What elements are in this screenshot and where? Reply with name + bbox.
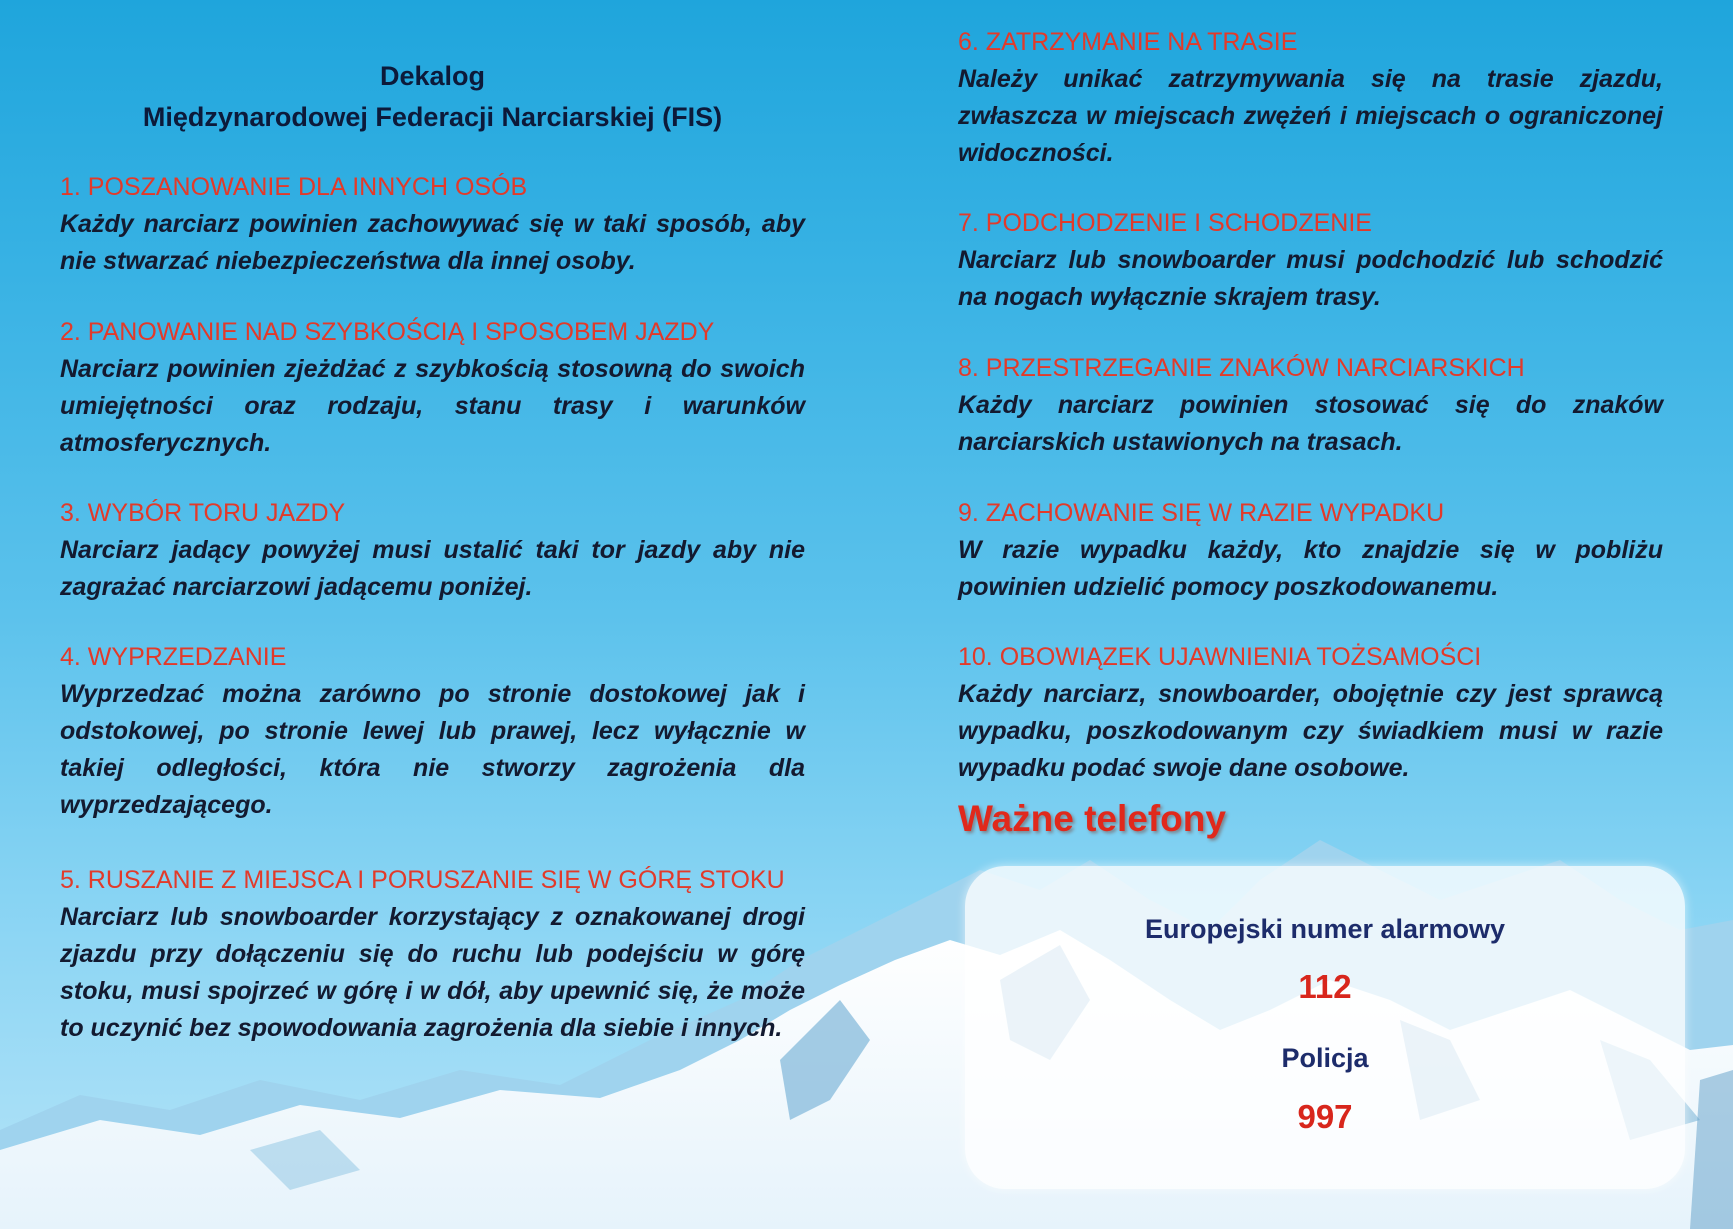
rule-1 xyxy=(60,170,805,280)
rule-heading: 9. ZACHOWANIE SIĘ W RAZIE WYPADKU xyxy=(958,499,1445,527)
rule-heading: 1. POSZANOWANIE DLA INNYCH OSÓB xyxy=(60,173,528,201)
rule-text: Każdy narciarz, snowboarder, obojętnie czy jest sprawcą wypadku, poszkodowanym czy świadkiem musi w razie wypadku podać swoje dane osobowe. xyxy=(958,680,1663,782)
rule-text: Każdy narciarz powinien zachowywać się w taki sposób, aby nie stwarzać niebezpieczeństwa dla innej osoby. xyxy=(60,210,805,275)
rule-9 xyxy=(958,496,1663,606)
rule-text: Każdy narciarz powinien stosować się do znaków narciarskich ustawionych na trasach. xyxy=(958,391,1663,456)
rule-5 xyxy=(60,863,805,1047)
rule-10 xyxy=(958,640,1663,787)
police-label: Policja xyxy=(1281,1043,1369,1073)
rule-7 xyxy=(958,206,1663,316)
rule-heading: 8. PRZESTRZEGANIE ZNAKÓW NARCIARSKICH xyxy=(958,354,1525,382)
emergency-number: 112 xyxy=(1298,968,1352,1005)
phone-numbers-box xyxy=(965,866,1685,1189)
rule-heading: 6. ZATRZYMANIE NA TRASIE xyxy=(958,28,1298,56)
rule-2 xyxy=(60,315,805,462)
rule-text: Narciarz powinien zjeżdżać z szybkością stosowną do swoich umiejętności oraz rodzaju, stanu trasy i warunków atmosferycznych. xyxy=(60,355,805,457)
rule-heading: 5. RUSZANIE Z MIEJSCA I PORUSZANIE SIĘ W GÓRĘ STOKU xyxy=(60,866,785,894)
rule-8 xyxy=(958,351,1663,461)
rule-heading: 7. PODCHODZENIE I SCHODZENIE xyxy=(958,209,1372,237)
document-title: Dekalog xyxy=(379,61,486,91)
police-number: 997 xyxy=(1297,1098,1353,1135)
rule-text: Należy unikać zatrzymywania się na trasie zjazdu, zwłaszcza w miejscach zwężeń i miejscach o ograniczonej widoczności. xyxy=(958,65,1663,167)
rule-heading: 10. OBOWIĄZEK UJAWNIENIA TOŻSAMOŚCI xyxy=(958,643,1482,671)
rule-text: Wyprzedzać można zarówno po stronie dostokowej jak i odstokowej, po stronie lewej lub prawej, lecz wyłącznie w takiej odległości, która nie stworzy zagrożenia dla wyprzedzającego. xyxy=(60,680,805,819)
rule-text: Narciarz jadący powyżej musi ustalić taki tor jazdy aby nie zagrażać narciarzowi jadącemu poniżej. xyxy=(60,536,805,601)
rule-text: Narciarz lub snowboarder musi podchodzić lub schodzić na nogach wyłącznie skrajem trasy. xyxy=(958,246,1663,311)
important-phones-title: Ważne telefony xyxy=(958,798,1226,839)
rule-heading: 4. WYPRZEDZANIE xyxy=(60,643,287,671)
rule-3 xyxy=(60,496,805,606)
rule-text: Narciarz lub snowboarder korzystający z oznakowanej drogi zjazdu przy dołączeniu się do ruchu lub podejściu w górę stoku, musi spojrzeć w górę i w dół, aby upewnić się, że może to uczynić bez spowodowania zagrożenia dla siebie i innych. xyxy=(60,903,805,1042)
rule-heading: 3. WYBÓR TORU JAZDY xyxy=(60,499,346,527)
rule-text: W razie wypadku każdy, kto znajdzie się w pobliżu powinien udzielić pomocy poszkodowanemu. xyxy=(958,536,1663,601)
rule-4 xyxy=(60,640,805,824)
document-subtitle: Międzynarodowej Federacji Narciarskiej (FIS) xyxy=(142,102,723,132)
rule-6 xyxy=(958,25,1663,172)
emergency-number-label: Europejski numer alarmowy xyxy=(1144,914,1506,944)
rule-heading: 2. PANOWANIE NAD SZYBKOŚCIĄ I SPOSOBEM JAZDY xyxy=(60,318,715,346)
